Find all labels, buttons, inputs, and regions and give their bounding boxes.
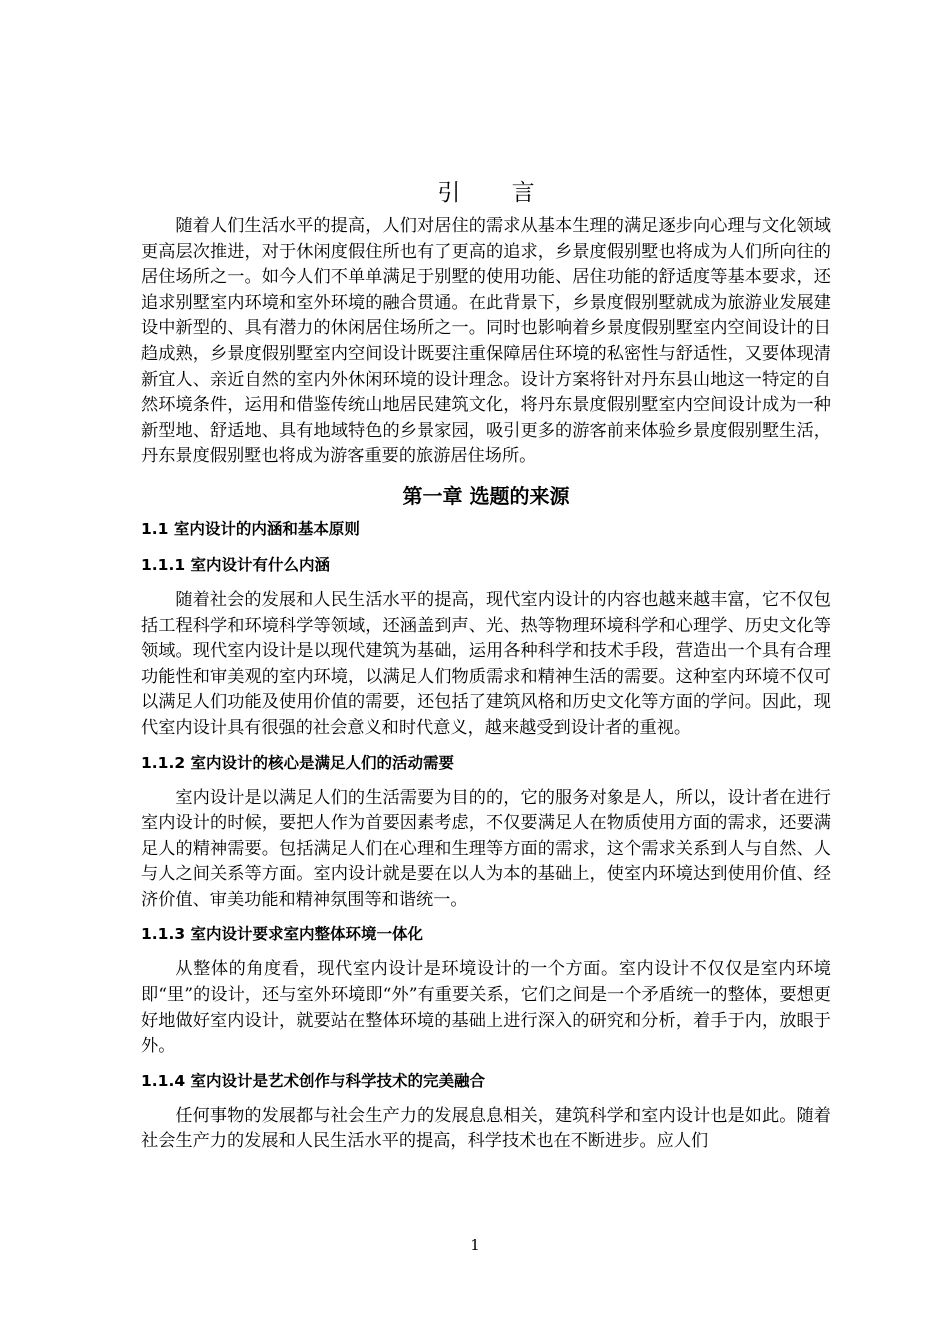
subsection-paragraph-1-1-4: 任何事物的发展都与社会生产力的发展息息相关，建筑科学和室内设计也是如此。随着社会生产力的发展和人民生活水平的提高，科学技术也在不断进步。应人们	[141, 1105, 831, 1152]
document-page	[141, 176, 831, 1155]
intro-paragraph: 随着人们生活水平的提高，人们对居住的需求从基本生理的满足逐步向心理与文化领域更高层次推进，对于休闲度假住所也有了更高的追求，乡景度假别墅也将成为人们所向往的居住场所之一。如今人们不单单满足于别墅的使用功能、居住功能的舒适度等基本要求，还追求别墅室内环境和室外环境的融合贯通。在此背景下，乡景度假别墅就成为旅游业发展建设中新型的、具有潜力的休闲居住场所之一。同时也影响着乡景度假别墅室内空间设计的日趋成熟，乡景度假别墅室内空间设计既要注重保障居住环境的私密性与舒适性，又要体现清新宜人、亲近自然的室内外休闲环境的设计理念。设计方案将针对丹东县山地这一特定的自然环境条件，运用和借鉴传统山地居民建筑文化，将丹东景度假别墅室内空间设计成为一种新型地、舒适地、具有地域特色的乡景家园，吸引更多的游客前来体验乡景度假别墅生活，丹东景度假别墅也将成为游客重要的旅游居住场所。	[141, 216, 831, 467]
subsection-paragraph-1-1-1: 随着社会的发展和人民生活水平的提高，现代室内设计的内容也越来越丰富，它不仅包括工程科学和环境科学等领域，还涵盖到声、光、热等物理环境科学和心理学、历史文化等领域。现代室内设计是以现代建筑为基础，运用各种科学和技术手段，营造出一个具有合理功能性和审美观的室内环境，以满足人们物质需求和精神生活的需要。这种室内环境不仅可以满足人们功能及使用价值的需要，还包括了建筑风格和历史文化等方面的学问。因此，现代室内设计具有很强的社会意义和时代意义，越来越受到设计者的重视。	[141, 589, 831, 738]
subsection-paragraph-1-1-2: 室内设计是以满足人们的生活需要为目的的，它的服务对象是人，所以，设计者在进行室内设计的时候，要把人作为首要因素考虑，不仅要满足人在物质使用方面的需求，还要满足人的精神需要。包括满足人们在心理和生理等方面的需求，这个需求关系到人与自然、人与人之间关系等方面。室内设计就是要在以人为本的基础上，使室内环境达到使用价值、经济价值、审美功能和精神氛围等和谐统一。	[141, 787, 831, 910]
page-number: 1	[470, 1236, 480, 1254]
subsection-heading-1-1-1: 1.1.1 室内设计有什么内涵	[141, 555, 331, 574]
intro-title: 引 言	[437, 180, 557, 206]
subsection-heading-1-1-3: 1.1.3 室内设计要求室内整体环境一体化	[141, 925, 424, 944]
subsection-heading-1-1-4: 1.1.4 室内设计是艺术创作与科学技术的完美融合	[141, 1071, 486, 1090]
subsection-heading-1-1-2: 1.1.2 室内设计的核心是满足人们的活动需要	[141, 753, 455, 772]
section-heading-1-1: 1.1 室内设计的内涵和基本原则	[141, 519, 360, 538]
chapter-title: 第一章 选题的来源	[402, 483, 570, 508]
subsection-paragraph-1-1-3: 从整体的角度看，现代室内设计是环境设计的一个方面。室内设计不仅仅是室内环境即“里”的设计，还与室外环境即“外”有重要关系，它们之间是一个矛盾统一的整体，要想更好地做好室内设计，就要站在整体环境的基础上进行深入的研究和分析，着手于内，放眼于外。	[141, 959, 831, 1057]
